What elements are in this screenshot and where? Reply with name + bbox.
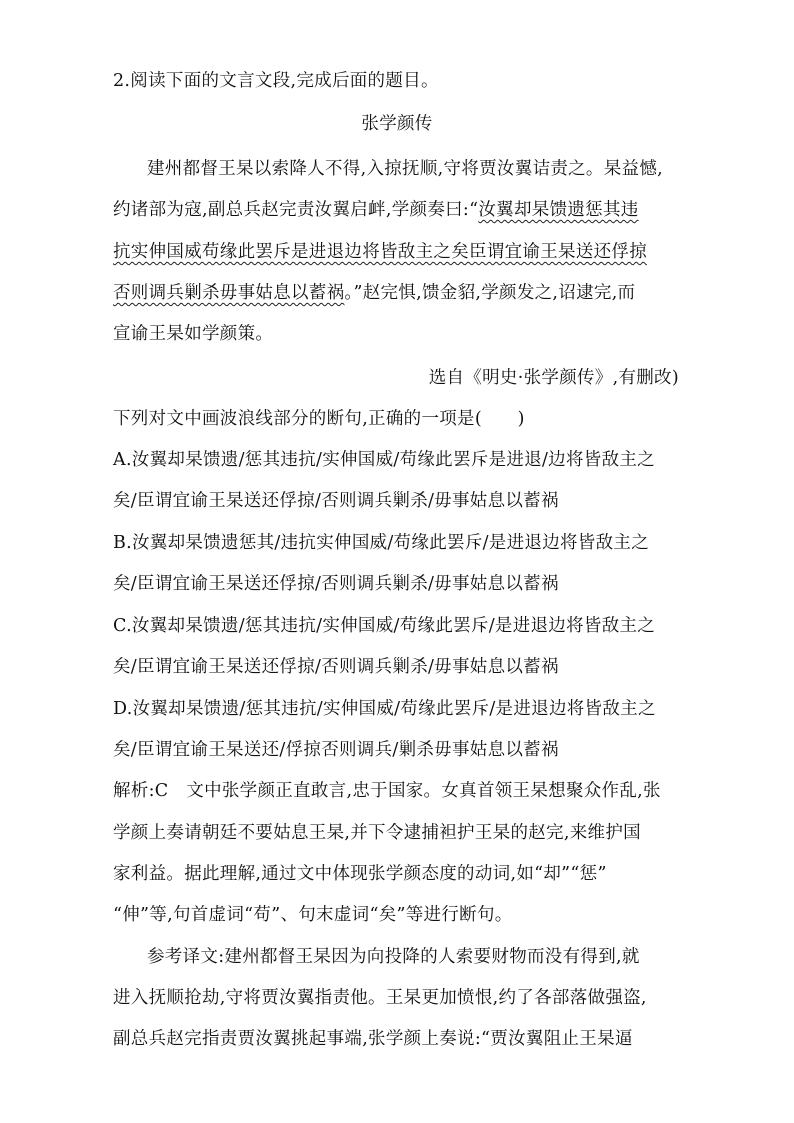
wavy-underlined-text: 汝翼却杲馈遗惩其违 (478, 200, 639, 220)
option-d-line-2: 矣/臣谓宜谕王杲送还/俘掠否则调兵/剿杀毋事姑息以蓄祸 (113, 740, 559, 760)
wavy-underlined-text: 否则调兵剿杀毋事姑息以蓄祸 (113, 283, 345, 303)
passage-line: 宣谕王杲如学颜策。 (113, 324, 274, 344)
passage-text: 约诸部为寇,副总兵赵完责汝翼启衅,学颜奏曰:“ (113, 200, 479, 220)
option-c-line-2: 矣/臣谓宜谕王杲送还俘掠/否则调兵剿杀/毋事姑息以蓄祸 (113, 657, 559, 677)
analysis-line: “伸”等,句首虚词“苟”、句末虚词“矣”等进行断句。 (113, 905, 513, 925)
translation-line: 进入抚顺抢劫,守将贾汝翼指责他。王杲更加愤恨,约了各部落做强盗, (113, 988, 647, 1008)
option-c-line-1: C.汝翼却杲馈遗/惩其违抗/实伸国威/苟缘此罢斥/是进退边将皆敌主之 (113, 616, 656, 636)
passage-title: 张学颜传 (361, 114, 433, 134)
translation-line: 参考译文:建州都督王杲因为向投降的人索要财物而没有得到,就 (147, 947, 640, 967)
passage-line: 建州都督王杲以索降人不得,入掠抚顺,守将贾汝翼诘责之。杲益憾, (147, 159, 663, 179)
passage-line (113, 281, 688, 305)
option-b-line-1: B.汝翼却杲馈遗惩其/违抗实伸国威/苟缘此罢斥/是进退边将皆敌主之 (113, 533, 650, 553)
translation-line: 副总兵赵完指责贾汝翼挑起事端,张学颜上奏说:“贾汝翼阻止王杲逼 (113, 1029, 633, 1049)
option-d-line-1: D.汝翼却杲馈遗/惩其违抗/实伸国威/苟缘此罢斥/是进退边将皆敌主之 (113, 699, 656, 719)
question-prompt: 下列对文中画波浪线部分的断句,正确的一项是( ) (113, 409, 525, 429)
passage-line (113, 240, 688, 264)
passage-text: 。”赵完惧,馈金貂,学颜发之,诏逮完,而 (344, 283, 636, 303)
option-b-line-2: 矣/臣谓宜谕王杲送还俘掠/否则调兵剿杀/毋事姑息以蓄祸 (113, 574, 559, 594)
analysis-line: 解析:C 文中张学颜正直敢言,忠于国家。女真首领王杲想聚众作乱,张 (113, 781, 661, 801)
passage-source: 选自《明史·张学颜传》,有删改) (428, 368, 679, 388)
analysis-line: 家利益。据此理解,通过文中体现张学颜态度的动词,如“却”“惩” (113, 864, 607, 884)
passage-line (113, 198, 688, 222)
wavy-underlined-text: 抗实伸国威苟缘此罢斥是进退边将皆敌主之矣臣谓宜谕王杲送还俘掠 (113, 242, 647, 262)
option-a-line-1: A.汝翼却杲馈遗/惩其违抗/实伸国威/苟缘此罢斥是进退/边将皆敌主之 (113, 450, 655, 470)
question-heading: 2.阅读下面的文言文段,完成后面的题目。 (113, 71, 439, 91)
analysis-line: 学颜上奏请朝廷不要姑息王杲,并下令逮捕袒护王杲的赵完,来维护国 (113, 823, 641, 843)
option-a-line-2: 矣/臣谓宜谕王杲送还俘掠/否则调兵剿杀/毋事姑息以蓄祸 (113, 491, 559, 511)
